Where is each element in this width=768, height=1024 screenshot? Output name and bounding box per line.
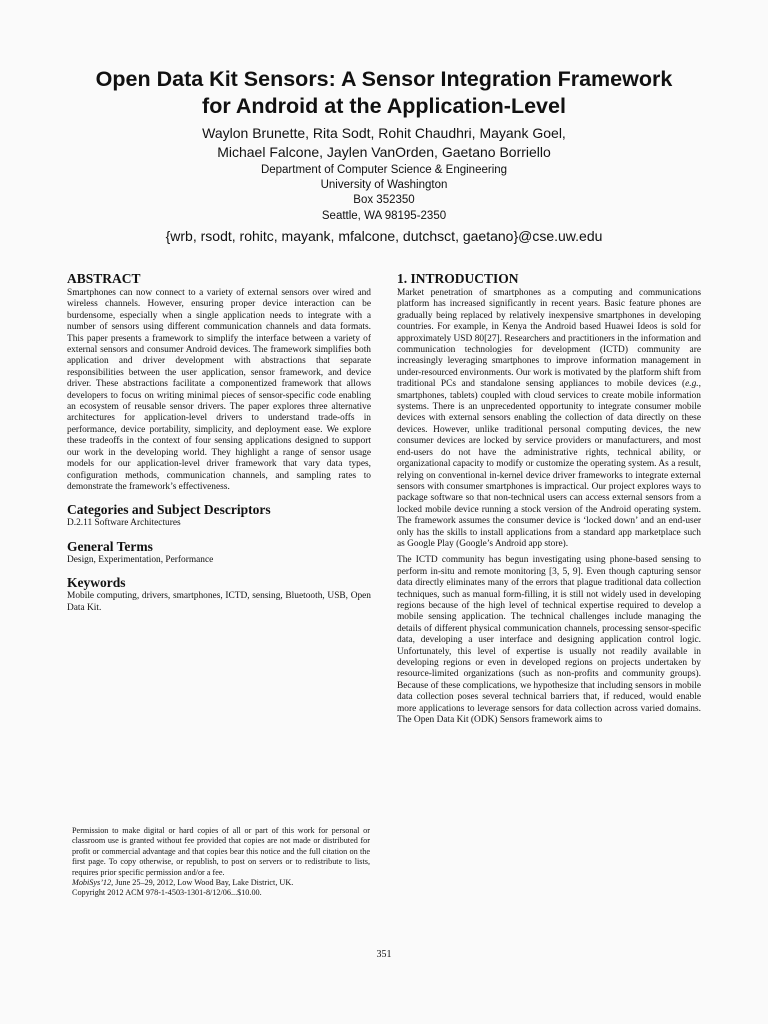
- author-list: [40, 124, 728, 162]
- paper-title: [40, 66, 728, 120]
- right-column: [397, 270, 701, 726]
- categories-heading: Categories and Subject Descriptors: [67, 502, 271, 518]
- general-terms-heading: General Terms: [67, 538, 153, 554]
- general-terms-text: Design, Experimentation, Performance: [67, 554, 214, 565]
- categories-text: D.2.11 Software Architectures: [67, 518, 181, 529]
- affiliation-box: Box 352350: [353, 194, 415, 207]
- abstract-text: Smartphones can now connect to a variety of external sensors over wired and wireless channels. However, ensuring proper device interaction can be burdensome, especially when a single application needs to integrate with a number of sensors using different communication channels and data formats. This paper presents a framework to simplify the interface between a variety of external sensors and consumer Android devices. The framework simplifies both application and driver development with abstractions that separate responsibilities between the user application, sensor framework, and device driver. These abstractions facilitate a componentized framework that allows developers to focus on writing minimal pieces of sensor-specific code enabling an ecosystem of reusable sensor drivers. The paper explores three alternative architectures for application-level drivers to understand trade-offs in performance, device portability, simplicity, and deployment ease. We explore these tradeoffs in the context of four sensing applications designed to support our work in the developing world. They highlight a range of sensor usage models for our application-level driver framework that vary data types, configuration methods, communication channels, and sampling rates to demonstrate the framework’s effectiveness.: [67, 288, 371, 492]
- abstract-heading: ABSTRACT: [67, 271, 141, 286]
- left-column: [67, 270, 371, 614]
- affiliation-university: University of Washington: [320, 179, 448, 192]
- affiliation-department: Department of Computer Science & Engineering: [260, 164, 508, 176]
- permission-notice: Permission to make digital or hard copies of all or part of this work for personal or classroom use is granted without fee provided that copies are not made or distributed for profit or commercial advantage and that copies bear this notice and the full citation on the first page. To copy otherwise, or republish, to post on servers or to redistribute to lists, requires prior specific permission and/or a fee.: [72, 826, 370, 877]
- introduction-paragraph-1: [397, 288, 701, 550]
- title-line-2: for Android at the Application-Level: [202, 94, 566, 118]
- copyright-footnote: [72, 826, 370, 899]
- title-line-1: Open Data Kit Sensors: A Sensor Integration Framework: [95, 67, 673, 91]
- introduction-paragraph-2: The ICTD community has begun investigating using phone-based sensing to perform in-situ and remote monitoring [3, 5, 9]. Even though capturing sensor data directly eliminates many of the errors that plague traditional data collection techniques, such as manual form-filling, it is still not widely used in developing regions because of the high level of technical expertise required to develop a mobile sensing application. The technical challenges include managing the details of different physical communication channels, processing sensor-specific data, developing a user interface and designing application control logic. Unfortunately, this level of expertise is usually not readily available in developing regions or even in developed regions on projects undertaken by resource-limited organizations (such as non-profits and community groups). Because of these complications, we hypothesize that including sensors in mobile data collection poses several technical barriers that, if reduced, would enable more applications to leverage sensors for data collection across varied domains. The Open Data Kit (ODK) Sensors framework aims to: [397, 555, 701, 726]
- page-number: 351: [376, 949, 392, 960]
- affiliation-city: Seattle, WA 98195-2350: [321, 209, 447, 222]
- authors-line-1: Waylon Brunette, Rita Sodt, Rohit Chaudhri, Mayank Goel,: [202, 125, 566, 141]
- intro-p1-eg: e.g.: [685, 379, 699, 390]
- intro-p1-part-b: , smartphones, tablets) coupled with cloud services to create mobile information systems. There is an unprecedented opportunity to integrate consumer mobile devices with external sensors enabling the collection of data directly on these devices. However, unlike traditional personal computing devices, the new consumer devices are locked by service providers or manufacturers, and most end-users do not have the administrative rights, technical ability, or organizational capacity to modify or customize the operating system. As a result, relying on conventional in-kernel device driver frameworks to integrate external sensors with consumer smartphones is impractical. Our project explores ways to package software so that non-technical users can access external sensors from a locked mobile device running a stock version of the Android operating system. The framework assumes the consumer device is ‘locked down’ and an end-user only has the skills to install applications from a standard app marketplace such as Google Play (Google’s Android app store).: [397, 379, 701, 549]
- introduction-heading: 1. INTRODUCTION: [397, 271, 519, 286]
- copyright-line: Copyright 2012 ACM 978-1-4503-1301-8/12/06...$10.00.: [72, 888, 262, 898]
- venue-line: [72, 878, 370, 888]
- affiliation: [40, 163, 728, 224]
- venue-name: MobiSys’12,: [72, 878, 114, 888]
- venue-details: June 25–29, 2012, Low Wood Bay, Lake District, UK.: [113, 878, 294, 888]
- authors-line-2: Michael Falcone, Jaylen VanOrden, Gaetano Borriello: [217, 144, 551, 160]
- keywords-text: Mobile computing, drivers, smartphones, ICTD, sensing, Bluetooth, USB, Open Data Kit.: [67, 591, 371, 613]
- author-emails: {wrb, rsodt, rohitc, mayank, mfalcone, dutchsct, gaetano}@cse.uw.edu: [165, 228, 603, 244]
- intro-p1-part-a: Market penetration of smartphones as a computing and communications platform has increased significantly in recent years. Basic feature phones are gradually being replaced by relatively inexpensive smartphones in developing countries. For example, in Kenya the Android based Huawei Ideos is sold for approximately USD 80[27]. Researchers and practitioners in the information and communication technologies for development (ICTD) community are increasingly leveraging smartphones to improve information management in under-resourced environments. Our work is motivated by the platform shift from traditional PCs and standalone sensing appliances to mobile devices (: [397, 288, 701, 390]
- keywords-heading: Keywords: [67, 575, 126, 591]
